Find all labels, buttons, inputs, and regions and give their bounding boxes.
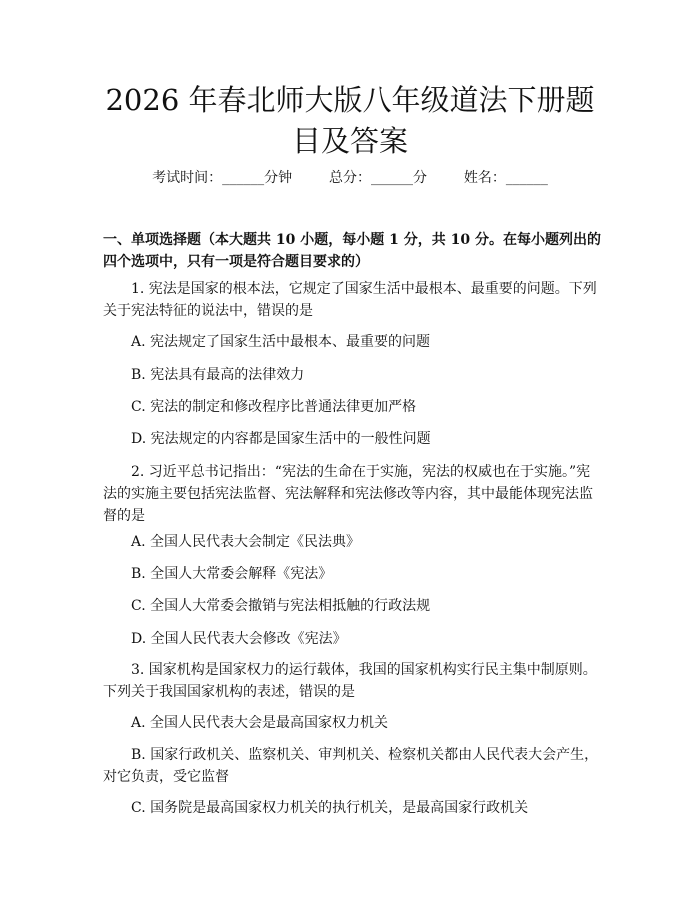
question-1-option-b: B. 宪法具有最高的法律效力: [131, 367, 305, 383]
exam-meta-line: [0, 168, 700, 188]
document-title: 2026 年春北师大版八年级道法下册题目及答案: [105, 83, 595, 158]
question-3-option-b: B. 国家行政机关、监察机关、审判机关、检察机关都由人民代表大会产生，对它负责，受它监督: [103, 747, 599, 785]
question-2-option-b: B. 全国人大常委会解释《宪法》: [131, 566, 333, 582]
student-name-field: 姓名：______: [463, 170, 548, 186]
question-3-option-a: A. 全国人民代表大会是最高国家权力机关: [131, 715, 389, 731]
exam-time-field: 考试时间：______分钟: [152, 170, 293, 186]
question-1-option-c: C. 宪法的制定和修改程序比普通法律更加严格: [131, 399, 417, 415]
question-2-stem: 2. 习近平总书记指出：“宪法的生命在于实施，宪法的权威也在于实施。”宪法的实施主要包括宪法监督、宪法解释和宪法修改等内容，其中最能体现宪法监督的是: [103, 464, 593, 524]
section-heading: 一、单项选择题（本大题共 10 小题，每小题 1 分，共 10 分。在每小题列出的四个选项中，只有一项是符合题目要求的）: [103, 232, 601, 270]
total-score-field: 总分：______分: [329, 170, 427, 186]
question-2-option-d: D. 全国人民代表大会修改《宪法》: [131, 631, 347, 647]
question-2-option-a: A. 全国人民代表大会制定《民法典》: [131, 534, 361, 550]
question-3-stem: 3. 国家机构是国家权力的运行载体，我国的国家机构实行民主集中制原则。下列关于我国国家机构的表述，错误的是: [103, 662, 597, 700]
question-1-stem: 1. 宪法是国家的根本法，它规定了国家生活中最根本、最重要的问题。下列关于宪法特征的说法中，错误的是: [103, 281, 597, 319]
question-1-option-d: D. 宪法规定的内容都是国家生活中的一般性问题: [131, 431, 431, 447]
question-3-option-c: C. 国务院是最高国家权力机关的执行机关，是最高国家行政机关: [131, 800, 529, 816]
question-1-option-a: A. 宪法规定了国家生活中最根本、最重要的问题: [131, 334, 431, 350]
question-2-option-c: C. 全国人大常委会撤销与宪法相抵触的行政法规: [131, 598, 431, 614]
